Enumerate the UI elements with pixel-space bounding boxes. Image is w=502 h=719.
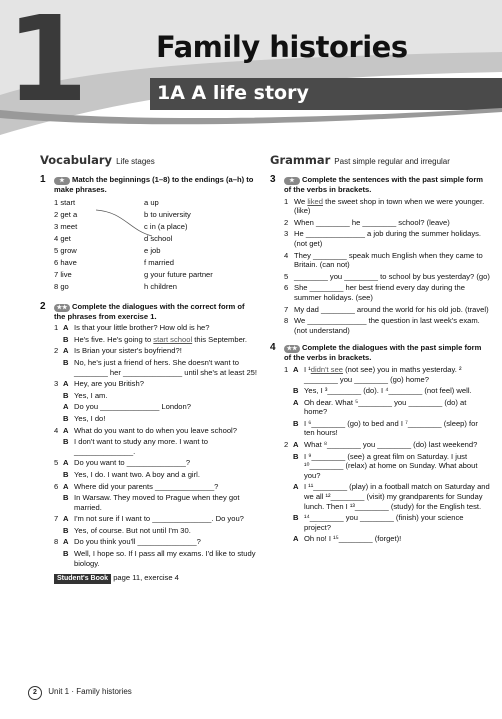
speaker-label: B [63, 437, 69, 447]
item-text: Where did your parents ______________? [74, 481, 219, 491]
exercise-3 [270, 175, 490, 335]
item-text: Yes, I am. [74, 390, 108, 400]
exercise-item [284, 440, 490, 450]
item-number: 7 [54, 514, 59, 524]
match-right-item: a up [144, 197, 159, 207]
match-left-item: 7 live [54, 269, 72, 279]
item-text: I'm not sure if I want to ______________. Do you? [74, 514, 244, 524]
exercise-number: 4 [270, 342, 276, 354]
exercise-item [54, 391, 258, 401]
item-text: Oh dear. What ⁵________ you ________ (do) at home? [304, 397, 467, 417]
item-number: 2 [284, 440, 289, 450]
match-right-item: h children [144, 281, 177, 291]
exercise-item [284, 229, 490, 248]
speaker-label: A [63, 514, 69, 524]
unit-header [0, 0, 502, 135]
footer-unit-label: Unit 1 · Family histories [48, 687, 132, 696]
students-book-label: Student's Book [54, 574, 111, 584]
speaker-label: B [293, 513, 299, 523]
item-text: She ________ her best friend every day during the summer holidays. (see) [294, 283, 465, 302]
speaker-label: A [63, 402, 69, 412]
exercise-item [284, 386, 490, 396]
item-text: He's five. He's going to [74, 334, 154, 344]
item-text: Yes, of course. But not until I'm 30. [74, 525, 191, 535]
example-answer: didn't see [310, 364, 344, 374]
item-text: Do you want to ______________? [74, 458, 191, 468]
unit-number: 1 [6, 0, 89, 128]
page-number: 2 [28, 686, 42, 700]
speaker-label: A [63, 346, 69, 356]
speaker-label: B [293, 386, 299, 396]
example-answer: liked [307, 196, 323, 206]
exercise-2 [40, 302, 258, 584]
item-text: No, he's just a friend of hers. She doesn't want to ________ her ______________ until she's at least 25! [74, 357, 258, 377]
speaker-label: B [63, 493, 69, 503]
speaker-label: A [293, 440, 299, 450]
exercise-item [284, 482, 490, 511]
item-text: I ⁹________ (see) a great film on Saturday. I just ¹⁰________ (relax) at home on Sunday. What about you? [304, 451, 478, 480]
exercise-item [54, 470, 258, 480]
item-number: 6 [54, 481, 59, 491]
sentence-list [284, 197, 490, 336]
exercise-item [54, 358, 258, 377]
vocabulary-heading: Vocabulary Life stages [40, 153, 155, 167]
item-number: 2 [284, 217, 289, 227]
exercise-item [54, 458, 258, 468]
exercise-item [54, 323, 258, 333]
item-text: ¹⁴________ you ________ (finish) your science project? [304, 513, 464, 532]
exercise-item [284, 251, 490, 270]
item-number: 1 [54, 323, 59, 333]
exercise-4 [270, 343, 490, 544]
item-number: 6 [284, 283, 289, 293]
exercise-item [284, 305, 490, 315]
item-text: Yes, I do. I want two. A boy and a girl. [74, 469, 200, 479]
match-right-item: g your future partner [144, 269, 213, 279]
item-text: What ⁸________ you ________ (do) last weekend? [304, 440, 478, 450]
item-text: Well, I hope so. If I pass all my exams. I'd like to study biology. [74, 549, 256, 568]
item-number: 8 [54, 537, 59, 547]
exercise-item [284, 419, 490, 438]
speaker-label: A [293, 397, 299, 407]
item-number: 2 [54, 346, 59, 356]
item-number: 8 [284, 316, 289, 326]
exercise-item [54, 549, 258, 568]
exercise-instruction: ★ Match the beginnings (1–8) to the endings (a–h) to make phrases. [54, 175, 254, 194]
item-text: When ________ he ________ school? (leave) [294, 217, 450, 227]
speaker-label: B [63, 357, 69, 367]
exercise-item [54, 379, 258, 389]
exercise-number: 1 [40, 174, 46, 185]
item-number: 1 [284, 196, 289, 206]
exercise-item [54, 335, 258, 345]
grammar-heading: Grammar Past simple regular and irregular [270, 153, 450, 167]
exercise-item [284, 218, 490, 228]
exercise-item [284, 365, 490, 384]
exercise-item [54, 514, 258, 524]
match-right-item: e job [144, 245, 161, 255]
item-number: 4 [284, 250, 289, 260]
match-left-item: 1 start [54, 197, 76, 207]
speaker-label: A [293, 364, 299, 374]
exercise-item [284, 398, 490, 417]
exercise-item [284, 283, 490, 302]
lesson-subtitle: 1A A life story [157, 82, 309, 104]
match-right-item: f married [144, 257, 174, 267]
exercise-item [54, 402, 258, 412]
difficulty-stars-icon: ★ [54, 177, 70, 185]
speaker-label: A [293, 482, 299, 492]
item-text: We [294, 196, 308, 206]
example-answer: start school [153, 334, 193, 344]
item-text: He ______________ a job during the summer holidays. (not get) [294, 229, 482, 248]
match-left-item: 4 get [54, 233, 71, 243]
match-left-item: 2 get a [54, 209, 78, 219]
exercise-instruction: ★ Complete the sentences with the past simple form of the verbs in brackets. [284, 175, 484, 194]
speaker-label: A [63, 458, 69, 468]
speaker-label: B [63, 469, 69, 479]
item-number: 5 [54, 458, 59, 468]
item-text: ________ you ________ to school by bus yesterday? (go) [294, 271, 490, 281]
vocabulary-column [40, 153, 258, 584]
difficulty-stars-icon: ★ [284, 177, 300, 185]
speaker-label: B [293, 418, 299, 428]
match-left-item: 8 go [54, 281, 69, 291]
item-text: Is that your little brother? How old is he? [74, 323, 210, 333]
exercise-item [284, 534, 490, 544]
item-text: In Warsaw. They moved to Prague when they got married. [74, 493, 240, 512]
item-text: Do you ______________ London? [74, 402, 191, 412]
exercise-number: 3 [270, 174, 276, 185]
speaker-label: A [63, 379, 69, 389]
speaker-label: B [63, 390, 69, 400]
match-left-item: 6 have [54, 257, 77, 267]
exercise-item [284, 513, 490, 532]
match-right-item: d school [144, 233, 173, 243]
speaker-label: B [63, 413, 69, 423]
students-book-reference [54, 573, 258, 584]
exercise-item [54, 526, 258, 536]
item-text: the sweet shop in town when we were younger. (like) [294, 196, 485, 216]
item-text: I ¹¹________ (play) in a football match on Saturday and we all ¹²________ (visit) my grandparents for Sunday lunch. Then I ¹³________ (study) for the English test. [304, 482, 490, 511]
difficulty-stars-icon: ★★ [284, 345, 300, 353]
speaker-label: B [63, 525, 69, 535]
speaker-label: B [63, 334, 69, 344]
match-right-item: c in (a place) [144, 221, 188, 231]
exercise-item [284, 452, 490, 481]
item-number: 5 [284, 271, 289, 281]
difficulty-stars-icon: ★★ [54, 304, 70, 312]
exercise-instruction: ★★ Complete the dialogues with the past simple form of the verbs in brackets. [284, 343, 482, 363]
match-left-item: 3 meet [54, 221, 78, 231]
item-text: Oh no! I ¹⁵________ (forget)! [304, 534, 402, 544]
exercise-item [284, 272, 490, 282]
speaker-label: A [63, 537, 69, 547]
item-number: 1 [284, 364, 289, 374]
matching-grid [54, 198, 258, 294]
dialogue-list [284, 365, 490, 544]
item-number: 3 [284, 229, 289, 239]
unit-title: Family histories [156, 30, 408, 64]
exercise-item [54, 537, 258, 547]
page-footer [28, 686, 132, 700]
speaker-label: A [63, 481, 69, 491]
exercise-1 [40, 175, 258, 294]
exercise-item [54, 426, 258, 436]
exercise-item [284, 316, 490, 335]
item-text: Hey, are you British? [74, 379, 144, 389]
exercise-item [54, 414, 258, 424]
item-text: this September. [192, 334, 248, 344]
exercise-item [284, 197, 490, 216]
item-text: Is Brian your sister's boyfriend?! [74, 346, 182, 356]
item-text: I ¹ [304, 364, 311, 374]
item-text: We ______________ the question in last week's exam. (not understand) [294, 316, 480, 335]
speaker-label: B [293, 451, 299, 461]
item-text: My dad ________ around the world for his old job. (travel) [294, 304, 489, 314]
speaker-label: A [63, 323, 69, 333]
item-text: I ⁶________ (go) to bed and I ⁷________ (sleep) for ten hours! [304, 418, 478, 438]
students-book-page: page 11, exercise 4 [113, 573, 179, 583]
item-text: Yes, I do! [74, 413, 106, 423]
grammar-column [270, 153, 490, 544]
match-left-item: 5 grow [54, 245, 77, 255]
speaker-label: A [293, 534, 299, 544]
item-text: What do you want to do when you leave school? [74, 425, 237, 435]
speaker-label: A [63, 425, 69, 435]
speaker-label: B [63, 549, 69, 559]
item-number: 4 [54, 425, 59, 435]
exercise-item [54, 437, 258, 456]
item-text: Do you think you'll ______________? [74, 537, 201, 547]
item-text: Yes, I ³________ (do). I ⁴________ (not feel) well. [304, 386, 472, 396]
exercise-item [54, 493, 258, 512]
exercise-item [54, 482, 258, 492]
item-number: 3 [54, 379, 59, 389]
item-number: 7 [284, 304, 289, 314]
exercise-instruction: ★★ Complete the dialogues with the correct form of the phrases from exercise 1. [54, 301, 245, 321]
dialogue-list [54, 323, 258, 568]
exercise-number: 2 [40, 300, 46, 312]
item-text: They ________ speak much English when they came to Britain. (can not) [294, 250, 483, 270]
item-text: I don't want to study any more. I want to ______________. [74, 437, 208, 456]
item-text: (not see) you in maths yesterday. ² ________ you ________ (go) home? [304, 364, 462, 384]
match-right-item: b to university [144, 209, 191, 219]
exercise-item [54, 346, 258, 356]
